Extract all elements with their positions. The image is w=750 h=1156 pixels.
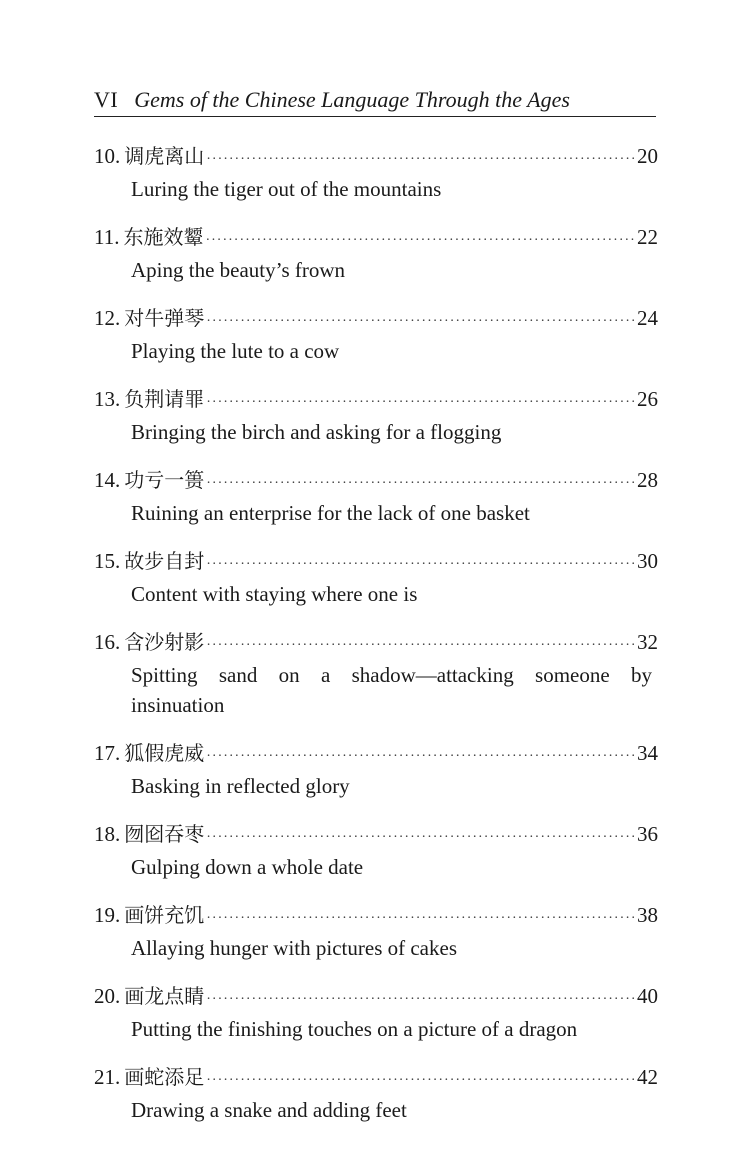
entry-english-title: Content with staying where one is	[131, 582, 418, 606]
entry-chinese-title: 故步自封	[124, 549, 205, 573]
entry-english-title: Luring the tiger out of the mountains	[131, 177, 442, 201]
entry-chinese-title: 画饼充饥	[124, 903, 205, 927]
dot-leader	[206, 395, 635, 411]
entry-page-number: 42	[637, 1065, 658, 1089]
entry-number: 18.	[94, 822, 121, 846]
entry-english-title: Gulping down a whole date	[131, 855, 364, 879]
toc-entry-line	[94, 1061, 658, 1095]
toc-entry	[94, 545, 658, 609]
dot-leader	[206, 152, 635, 168]
toc-entry	[94, 818, 658, 882]
entry-english-title: Playing the lute to a cow	[131, 339, 340, 363]
dot-leader	[206, 992, 635, 1008]
toc-entry	[94, 899, 658, 963]
entry-number: 10.	[94, 144, 121, 168]
toc-entry	[94, 302, 658, 366]
toc-entry-line	[94, 302, 658, 336]
toc-entry-line	[94, 980, 658, 1014]
entry-chinese-title: 画蛇添足	[124, 1065, 205, 1089]
entry-chinese-title: 调虎离山	[124, 144, 205, 168]
table-of-contents	[94, 140, 658, 1142]
entry-page-number: 28	[637, 468, 658, 492]
toc-entry-line	[94, 899, 658, 933]
toc-entry	[94, 464, 658, 528]
entry-chinese-title: 囫囵吞枣	[124, 822, 205, 846]
entry-number: 11.	[94, 225, 120, 249]
entry-chinese-title: 含沙射影	[124, 630, 205, 654]
toc-entry	[94, 140, 658, 204]
toc-entry	[94, 980, 658, 1044]
entry-chinese-title: 功亏一篑	[124, 468, 205, 492]
entry-chinese-title: 对牛弹琴	[124, 306, 205, 330]
toc-entry-line	[94, 383, 658, 417]
entry-english-title: Bringing the birch and asking for a flogging	[131, 420, 502, 444]
entry-english-title: Allaying hunger with pictures of cakes	[131, 936, 457, 960]
toc-entry	[94, 221, 658, 285]
toc-entry-line	[94, 626, 658, 660]
page-number-roman: VI	[94, 87, 119, 112]
dot-leader	[206, 1073, 635, 1089]
entry-chinese-title: 东施效颦	[123, 225, 204, 249]
entry-number: 13.	[94, 387, 121, 411]
entry-number: 17.	[94, 741, 121, 765]
toc-entry-line	[94, 464, 658, 498]
entry-page-number: 36	[637, 822, 658, 846]
entry-english-title: Spitting sand on a shadow—attacking someone by insinuation	[131, 663, 652, 717]
toc-entry-line	[94, 221, 658, 255]
dot-leader	[206, 314, 635, 330]
entry-page-number: 22	[637, 225, 658, 249]
entry-chinese-title: 负荆请罪	[124, 387, 205, 411]
entry-page-number: 38	[637, 903, 658, 927]
entry-number: 19.	[94, 903, 121, 927]
entry-number: 21.	[94, 1065, 121, 1089]
dot-leader	[206, 749, 635, 765]
entry-number: 12.	[94, 306, 121, 330]
entry-page-number: 26	[637, 387, 658, 411]
entry-number: 20.	[94, 984, 121, 1008]
entry-page-number: 34	[637, 741, 658, 765]
dot-leader	[206, 476, 635, 492]
dot-leader	[206, 830, 635, 846]
toc-entry	[94, 737, 658, 801]
entry-page-number: 32	[637, 630, 658, 654]
toc-entry	[94, 383, 658, 447]
entry-chinese-title: 画龙点睛	[124, 984, 205, 1008]
entry-english-title: Aping the beauty’s frown	[131, 258, 346, 282]
entry-english-title: Ruining an enterprise for the lack of one basket	[131, 501, 530, 525]
entry-page-number: 20	[637, 144, 658, 168]
dot-leader	[205, 233, 635, 249]
dot-leader	[206, 557, 635, 573]
entry-chinese-title: 狐假虎威	[124, 741, 205, 765]
entry-english-title: Drawing a snake and adding feet	[131, 1098, 407, 1122]
dot-leader	[206, 911, 635, 927]
entry-page-number: 30	[637, 549, 658, 573]
entry-page-number: 40	[637, 984, 658, 1008]
dot-leader	[206, 638, 635, 654]
toc-entry	[94, 1061, 658, 1125]
book-title: Gems of the Chinese Language Through the Ages	[134, 87, 570, 112]
entry-number: 15.	[94, 549, 121, 573]
running-header	[94, 84, 656, 117]
toc-entry-line	[94, 140, 658, 174]
toc-entry-line	[94, 818, 658, 852]
toc-entry-line	[94, 545, 658, 579]
entry-number: 16.	[94, 630, 121, 654]
toc-entry-line	[94, 737, 658, 771]
entry-page-number: 24	[637, 306, 658, 330]
toc-entry	[94, 626, 658, 720]
entry-english-title: Putting the finishing touches on a picture of a dragon	[131, 1017, 578, 1041]
entry-number: 14.	[94, 468, 121, 492]
entry-english-title: Basking in reflected glory	[131, 774, 350, 798]
